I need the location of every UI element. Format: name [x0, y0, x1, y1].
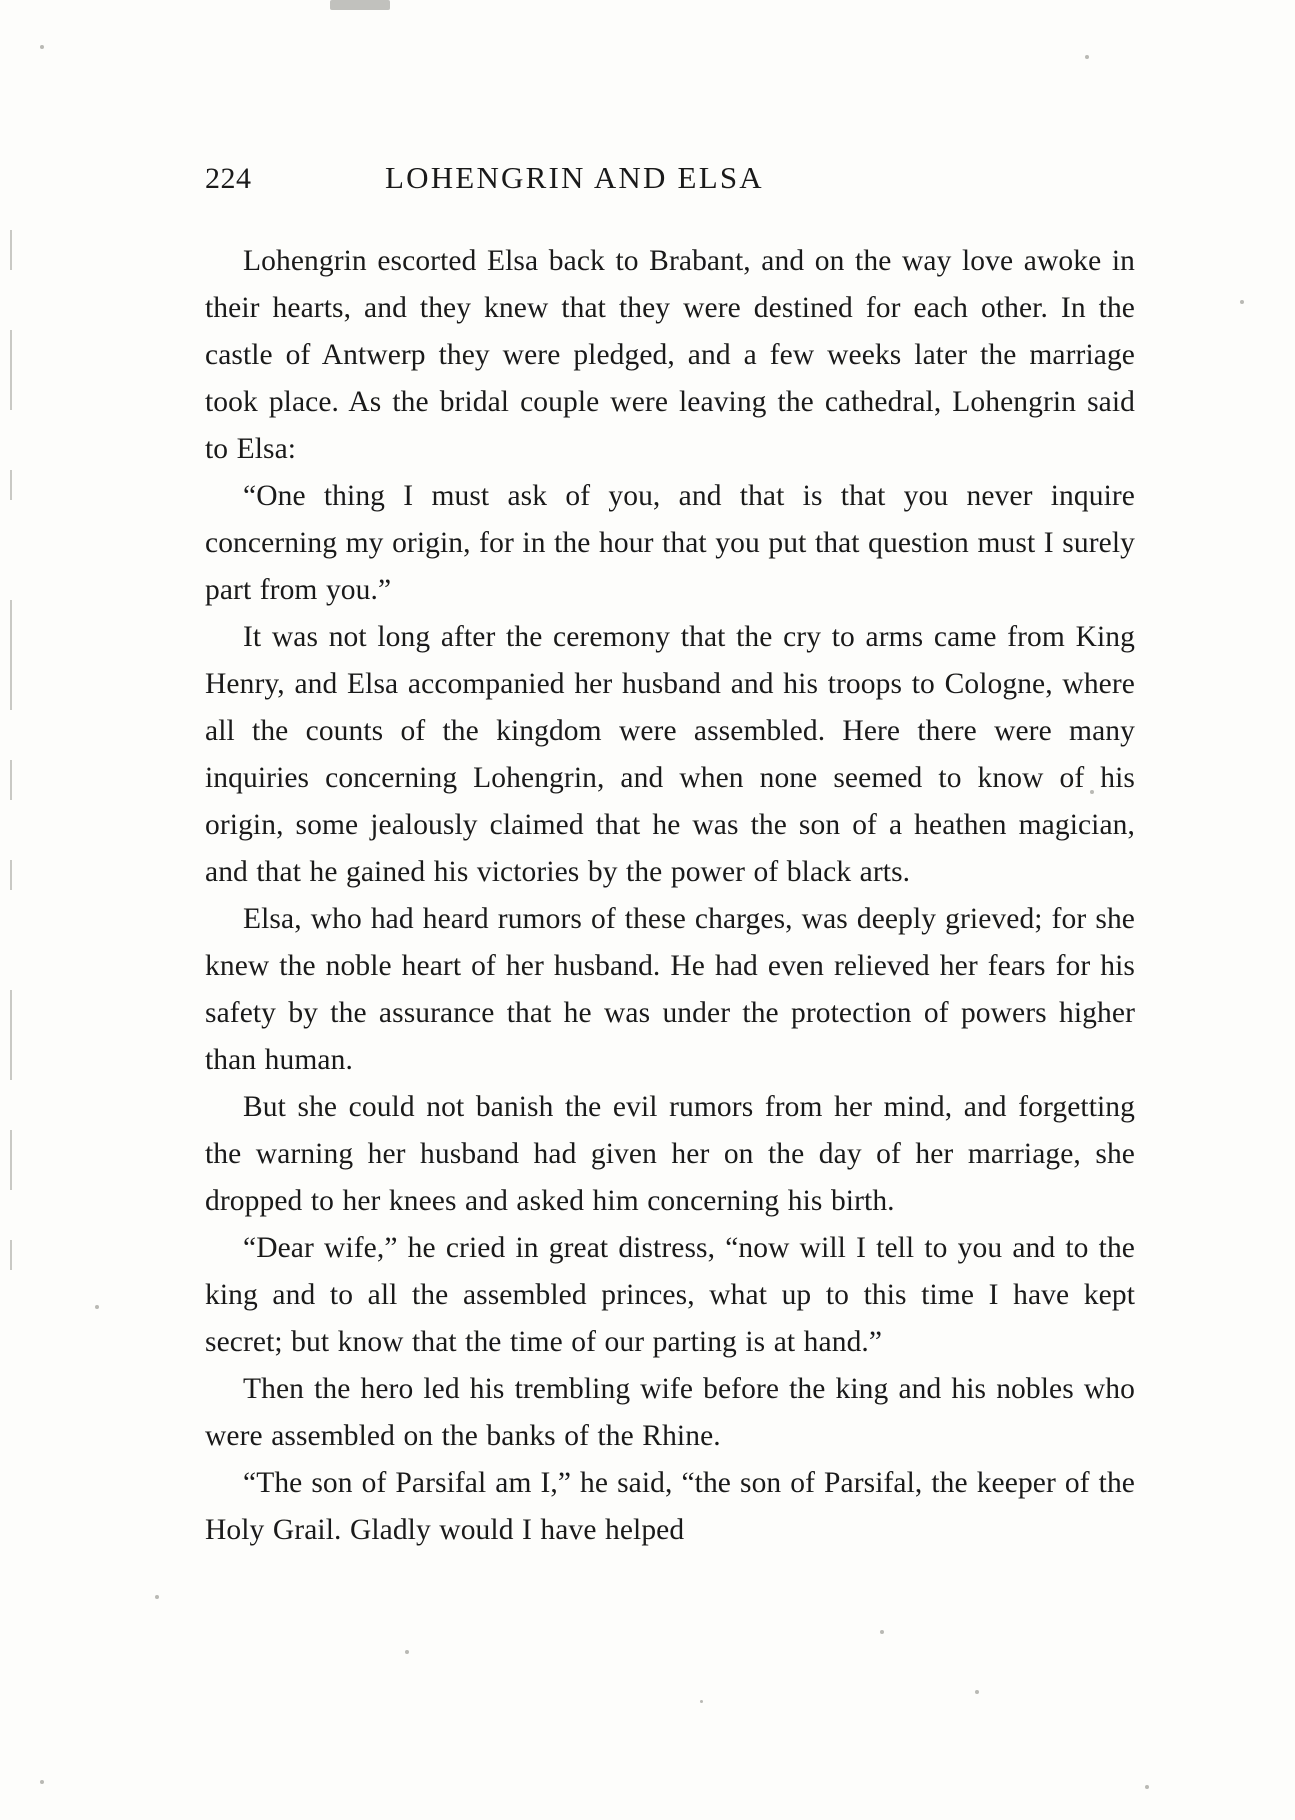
scan-speck	[95, 1305, 99, 1309]
scan-speck	[880, 1630, 884, 1634]
paragraph: Elsa, who had heard rumors of these charges, was deeply grieved; for she knew the noble heart of her husband. He had even relieved her fears for his safety by the assurance that he was under the protection of powers higher than human.	[205, 903, 1135, 1076]
paragraph: Lohengrin escorted Elsa back to Brabant, and on the way love awoke in their hearts, and they knew that they were destined for each other. In the castle of Antwerp they were pledged, and a few weeks later the marriage took place. As the bridal couple were leaving the cathedral, Lohengrin said to Elsa:	[205, 245, 1135, 465]
scan-speck	[1145, 1785, 1149, 1789]
running-head: LOHENGRIN AND ELSA	[385, 160, 764, 195]
paragraph: It was not long after the ceremony that the cry to arms came from King Henry, and Elsa accompanied her husband and his troops to Cologne, where all the counts of the kingdom were assembled. Here there were many inquiries concerning Lohengrin, and when none seemed to know of his origin, some jealously claimed that he was the son of a heathen magician, and that he gained his victories by the power of black arts.	[205, 621, 1135, 888]
scan-edge-mark	[10, 760, 12, 800]
paragraph: “The son of Parsifal am I,” he said, “the son of Parsifal, the keeper of the Holy Grail. Gladly would I have helped	[205, 1467, 1135, 1546]
scan-edge-mark	[10, 470, 12, 500]
scan-edge-mark	[10, 860, 12, 890]
page-content	[205, 160, 1135, 1554]
scan-speck	[405, 1650, 409, 1654]
scan-speck	[1240, 300, 1244, 304]
scan-edge-mark	[10, 600, 12, 710]
scan-speck	[700, 1700, 703, 1703]
scan-edge-mark	[10, 1240, 12, 1270]
paragraph: But she could not banish the evil rumors from her mind, and forgetting the warning her husband had given her on the day of her marriage, she dropped to her knees and asked him concerning his birth.	[205, 1091, 1135, 1217]
scan-artifact-top	[330, 0, 390, 10]
scan-speck	[975, 1690, 979, 1694]
scan-speck	[1085, 55, 1089, 59]
paragraph: “One thing I must ask of you, and that is that you never inquire concerning my origin, for in the hour that you put that question must I surely part from you.”	[205, 480, 1135, 606]
scan-speck	[40, 1780, 44, 1784]
body-text	[205, 238, 1135, 1554]
scan-speck	[40, 45, 44, 49]
scan-edge-mark	[10, 1130, 12, 1190]
page-header	[205, 160, 1135, 196]
scan-edge-mark	[10, 230, 12, 270]
paragraph: Then the hero led his trembling wife before the king and his nobles who were assembled on the banks of the Rhine.	[205, 1373, 1135, 1452]
paragraph: “Dear wife,” he cried in great distress, “now will I tell to you and to the king and to all the assembled princes, what up to this time I have kept secret; but know that the time of our parting is at hand.”	[205, 1232, 1135, 1358]
scan-edge-mark	[10, 990, 12, 1080]
scan-speck	[155, 1595, 159, 1599]
page-number: 224	[205, 162, 252, 195]
scan-edge-mark	[10, 330, 12, 410]
